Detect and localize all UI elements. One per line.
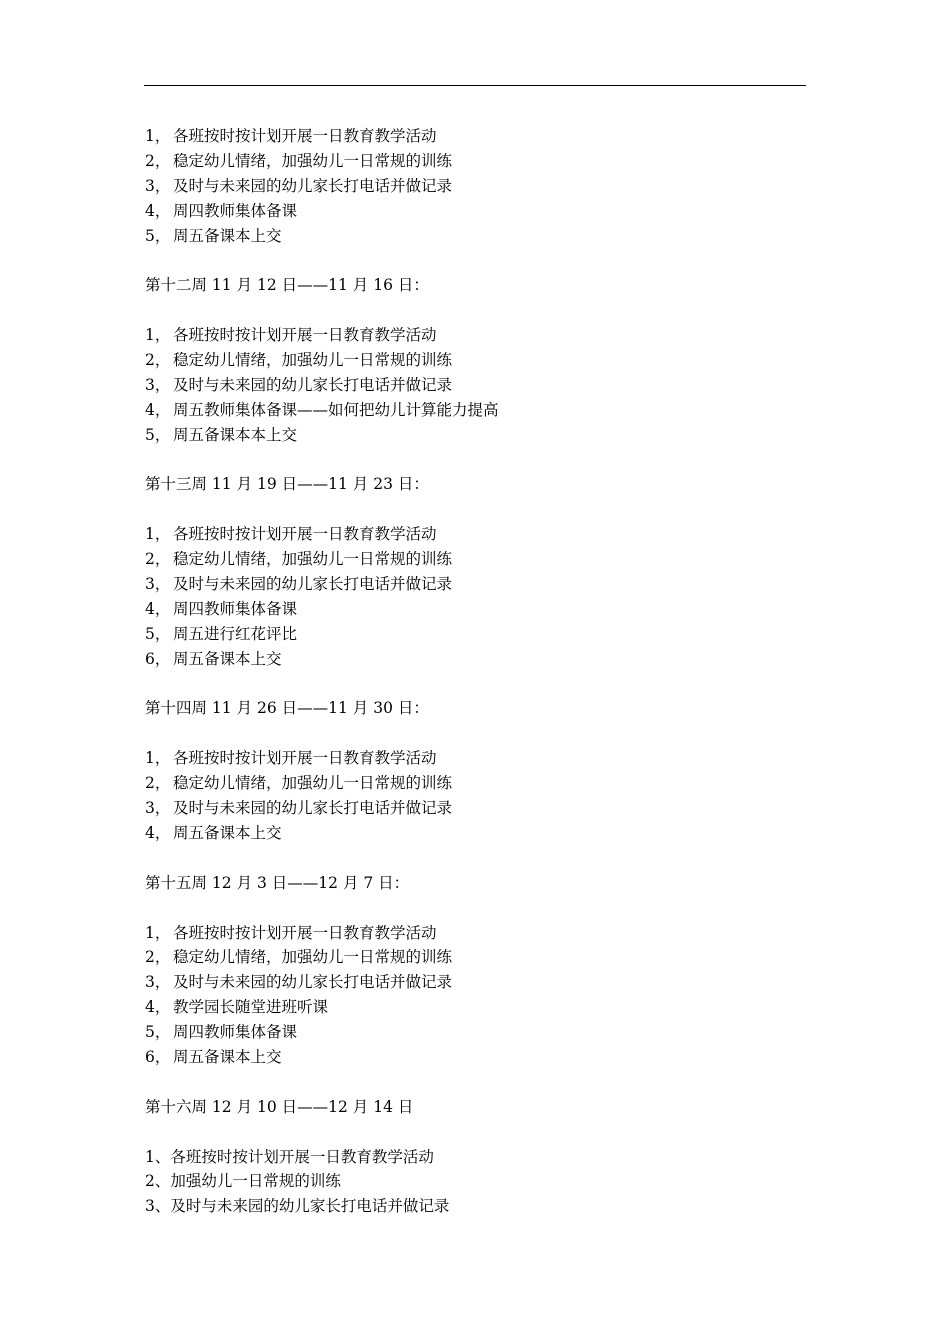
item-text: 周四教师集体备课 bbox=[173, 599, 298, 618]
list-item bbox=[145, 1145, 805, 1170]
spacer bbox=[145, 1070, 805, 1095]
item-number: 4， bbox=[145, 823, 171, 842]
item-text: 稳定幼儿情绪，加强幼儿一日常规的训练 bbox=[173, 948, 453, 967]
item-text: 各班按时按计划开展一日教育教学活动 bbox=[173, 326, 437, 345]
item-text: 周五进行红花评比 bbox=[173, 624, 298, 643]
spacer bbox=[145, 248, 805, 273]
item-number: 4， bbox=[145, 599, 171, 618]
item-number: 3， bbox=[145, 575, 171, 594]
item-text: 教学园长随堂进班听课 bbox=[173, 998, 329, 1017]
item-number: 6， bbox=[145, 649, 171, 668]
list-item bbox=[145, 1045, 805, 1070]
item-number: 5， bbox=[145, 226, 171, 245]
item-text: 稳定幼儿情绪，加强幼儿一日常规的训练 bbox=[173, 774, 453, 793]
list-item bbox=[145, 945, 805, 970]
item-text: 周五备课本上交 bbox=[173, 1047, 282, 1066]
item-text: 周五备课本上交 bbox=[173, 823, 282, 842]
week-section bbox=[145, 1095, 805, 1219]
list-item bbox=[145, 199, 805, 224]
item-text: 各班按时按计划开展一日教育教学活动 bbox=[173, 923, 437, 942]
item-text: 及时与未来园的幼儿家长打电话并做记录 bbox=[173, 375, 453, 394]
week-section bbox=[145, 124, 805, 248]
list-item bbox=[145, 547, 805, 572]
spacer bbox=[145, 672, 805, 697]
list-item bbox=[145, 970, 805, 995]
item-number: 2， bbox=[145, 351, 171, 370]
list-item bbox=[145, 348, 805, 373]
item-number: 1、 bbox=[145, 1147, 171, 1166]
list-item bbox=[145, 796, 805, 821]
item-number: 2， bbox=[145, 948, 171, 967]
list-item bbox=[145, 398, 805, 423]
list-item bbox=[145, 647, 805, 672]
item-number: 1， bbox=[145, 923, 171, 942]
item-number: 1， bbox=[145, 749, 171, 768]
item-text: 各班按时按计划开展一日教育教学活动 bbox=[173, 525, 437, 544]
item-number: 2， bbox=[145, 550, 171, 569]
item-number: 1， bbox=[145, 326, 171, 345]
item-text: 各班按时按计划开展一日教育教学活动 bbox=[170, 1147, 434, 1166]
item-text: 及时与未来园的幼儿家长打电话并做记录 bbox=[173, 575, 453, 594]
item-number: 5， bbox=[145, 624, 171, 643]
item-text: 周四教师集体备课 bbox=[173, 201, 298, 220]
list-item bbox=[145, 323, 805, 348]
item-text: 稳定幼儿情绪，加强幼儿一日常规的训练 bbox=[173, 151, 453, 170]
week-heading: 第十二周 11 月 12 日——11 月 16 日： bbox=[145, 276, 429, 295]
week-heading: 第十三周 11 月 19 日——11 月 23 日： bbox=[145, 475, 429, 494]
spacer bbox=[145, 298, 805, 323]
list-item bbox=[145, 1194, 805, 1219]
week-heading: 第十六周 12 月 10 日——12 月 14 日 bbox=[145, 1097, 414, 1116]
spacer bbox=[145, 721, 805, 746]
item-text: 周五备课本上交 bbox=[173, 649, 282, 668]
week-heading: 第十四周 11 月 26 日——11 月 30 日： bbox=[145, 699, 429, 718]
item-number: 1， bbox=[145, 127, 171, 145]
item-text: 加强幼儿一日常规的训练 bbox=[170, 1172, 341, 1191]
spacer bbox=[145, 846, 805, 871]
item-text: 及时与未来园的幼儿家长打电话并做记录 bbox=[173, 176, 453, 195]
spacer bbox=[145, 448, 805, 473]
week-section bbox=[145, 696, 805, 845]
item-number: 5， bbox=[145, 425, 171, 444]
list-item bbox=[145, 522, 805, 547]
week-section bbox=[145, 273, 805, 447]
item-number: 3， bbox=[145, 375, 171, 394]
document-body bbox=[145, 124, 805, 1219]
list-item bbox=[145, 149, 805, 174]
item-number: 3， bbox=[145, 973, 171, 992]
item-text: 各班按时按计划开展一日教育教学活动 bbox=[173, 749, 437, 768]
item-number: 3， bbox=[145, 176, 171, 195]
list-item bbox=[145, 597, 805, 622]
list-item bbox=[145, 821, 805, 846]
item-text: 周四教师集体备课 bbox=[173, 1023, 298, 1042]
item-number: 3、 bbox=[145, 1197, 171, 1216]
spacer bbox=[145, 1120, 805, 1145]
list-item bbox=[145, 572, 805, 597]
week-section bbox=[145, 472, 805, 671]
item-number: 5， bbox=[145, 1023, 171, 1042]
item-number: 4， bbox=[145, 400, 171, 419]
item-text: 稳定幼儿情绪，加强幼儿一日常规的训练 bbox=[173, 550, 453, 569]
list-item bbox=[145, 1020, 805, 1045]
list-item bbox=[145, 771, 805, 796]
spacer bbox=[145, 497, 805, 522]
week-section bbox=[145, 871, 805, 1070]
item-text: 稳定幼儿情绪，加强幼儿一日常规的训练 bbox=[173, 351, 453, 370]
spacer bbox=[145, 896, 805, 921]
item-number: 1， bbox=[145, 525, 171, 544]
item-number: 4， bbox=[145, 998, 171, 1017]
item-text: 及时与未来园的幼儿家长打电话并做记录 bbox=[173, 799, 453, 818]
item-number: 2， bbox=[145, 774, 171, 793]
list-item bbox=[145, 423, 805, 448]
item-text: 各班按时按计划开展一日教育教学活动 bbox=[173, 127, 437, 145]
list-item bbox=[145, 746, 805, 771]
item-number: 3， bbox=[145, 799, 171, 818]
item-number: 2、 bbox=[145, 1172, 171, 1191]
item-text: 及时与未来园的幼儿家长打电话并做记录 bbox=[173, 973, 453, 992]
list-item bbox=[145, 995, 805, 1020]
list-item bbox=[145, 1169, 805, 1194]
item-text: 周五教师集体备课——如何把幼儿计算能力提高 bbox=[173, 400, 499, 419]
list-item bbox=[145, 921, 805, 946]
item-number: 2， bbox=[145, 151, 171, 170]
list-item bbox=[145, 622, 805, 647]
header-rule bbox=[144, 85, 806, 86]
item-text: 周五备课本上交 bbox=[173, 226, 282, 245]
week-heading: 第十五周 12 月 3 日——12 月 7 日： bbox=[145, 873, 410, 892]
item-number: 6， bbox=[145, 1047, 171, 1066]
list-item bbox=[145, 124, 805, 149]
list-item bbox=[145, 174, 805, 199]
item-text: 周五备课本本上交 bbox=[173, 425, 298, 444]
item-text: 及时与未来园的幼儿家长打电话并做记录 bbox=[170, 1197, 450, 1216]
item-number: 4， bbox=[145, 201, 171, 220]
list-item bbox=[145, 373, 805, 398]
list-item bbox=[145, 224, 805, 249]
